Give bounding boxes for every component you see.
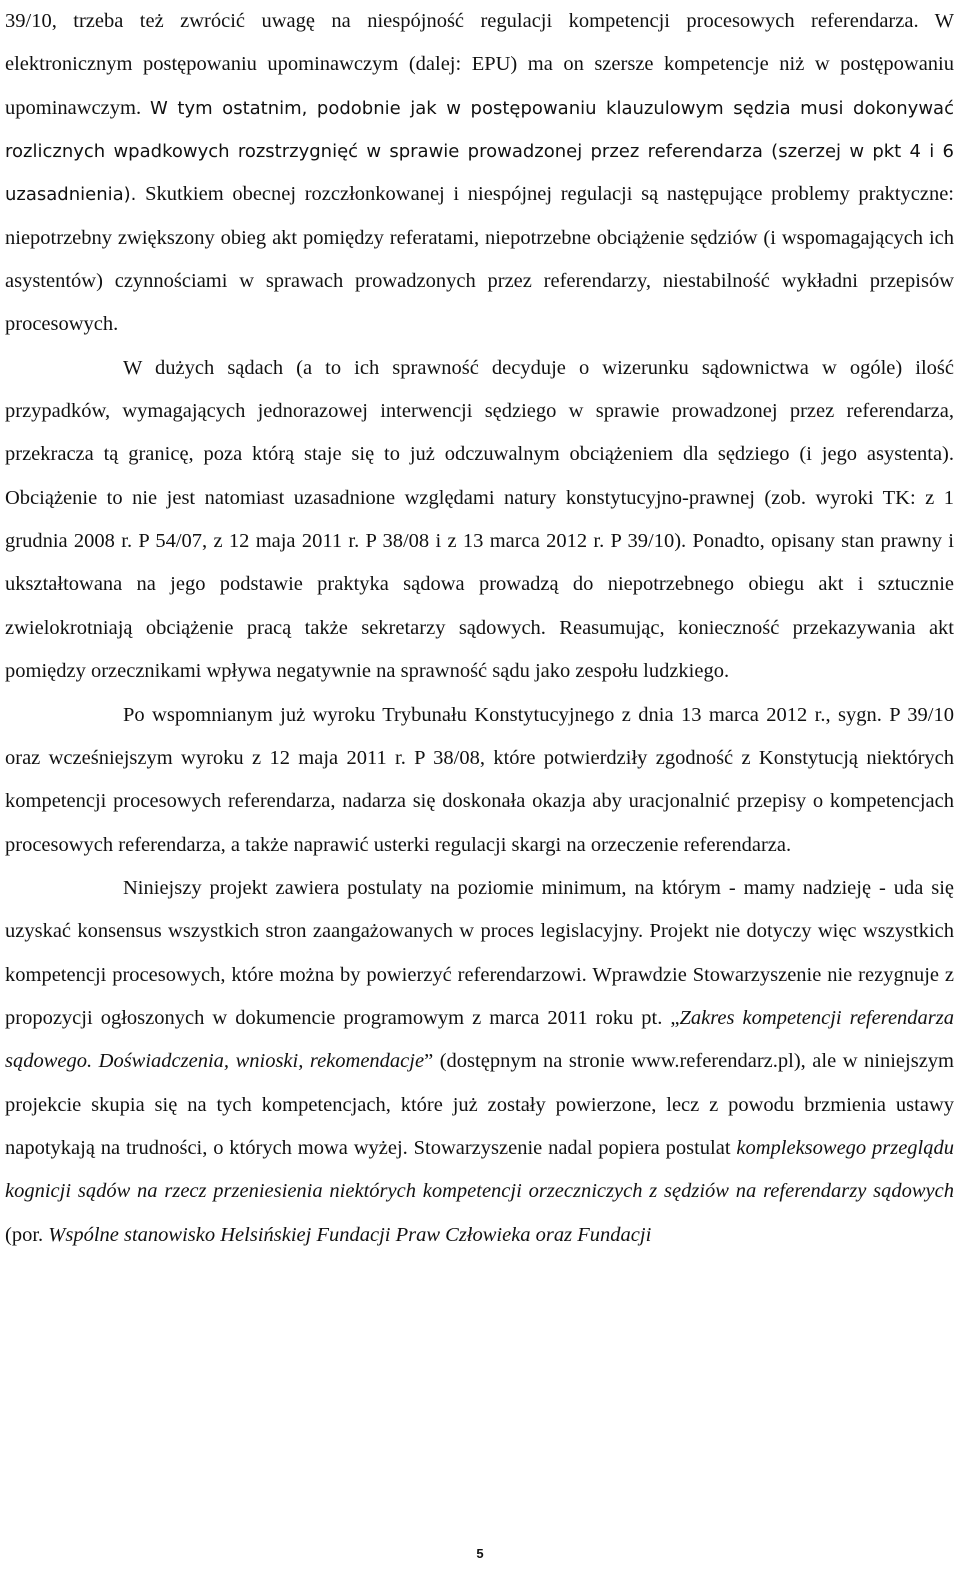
- paragraph-4-segment-3: ” (dostępnym na stronie www.referendarz.pl), ale w niniejszym projekcie skupia się na tych kompetencjach, które już zostały powierzone, lecz z powodu brzmienia ustawy napotykają na trudności, o których mowa wyżej. Stowarzyszenie nadal popiera postulat: [5, 1050, 955, 1159]
- paragraph-4-segment-5: (por.: [5, 1223, 49, 1246]
- paragraph-4-reference-italic: Wspólne stanowisko Helsińskiej Fundacji Praw Człowieka oraz Fundacji: [48, 1223, 652, 1246]
- document-body: [5, 0, 954, 1257]
- paragraph-1-segment-3: Skutkiem obecnej rozczłonkowanej i niespójnej regulacji są następujące problemy praktyczne: niepotrzebny zwiększony obieg akt pomiędzy referatami, niepotrzebne obciążenie sędziów (i wspomagających ich asystentów) czynnościami w sprawach prowadzonych przez referendarzy, niestabilność wykładni przepisów procesowych.: [5, 183, 954, 336]
- paragraph-4-document-title-italic: Zakres kompetencji referendarza sądowego. Doświadczenia, wnioski, rekomendacje: [5, 1006, 954, 1073]
- paragraph-3-segment-1: Po wspomnianym już wyroku Trybunału Konstytucyjnego z dnia 13 marca 2012 r., sygn. P 39/10 oraz wcześniejszym wyroku z 12 maja 2011 r. P 38/08, które potwierdziły zgodność z Konstytucją niektórych kompetencji procesowych referendarza, nadarza się doskonała okazja aby uracjonalnić przepisy o kompetencjach procesowych referendarza, a także naprawić usterki regulacji skargi na orzeczenie referendarza.: [5, 703, 954, 856]
- paragraph-4: [5, 867, 954, 1257]
- paragraph-4-segment-1: Niniejszy projekt zawiera postulaty na poziomie minimum, na którym - mamy nadzieję - uda się uzyskać konsensus wszystkich stron zaangażowanych w proces legislacyjny. Projekt nie dotyczy więc wszystkich kompetencji procesowych, które można by powierzyć referendarzowi. Wprawdzie Stowarzyszenie nie rezygnuje z propozycji ogłoszonych w dokumencie programowym z marca 2011 roku pt. „: [5, 876, 954, 1029]
- paragraph-1: [5, 0, 954, 347]
- paragraph-2: [5, 347, 954, 694]
- page-number: 5: [476, 1546, 484, 1561]
- paragraph-3: [5, 694, 954, 867]
- paragraph-1-segment-1: 39/10, trzeba też zwrócić uwagę na niespójność regulacji kompetencji procesowych referendarza. W elektronicznym postępowaniu upominawczym (dalej: EPU) ma on szersze kompetencje niż w postępowaniu upominawczym.: [5, 10, 954, 119]
- paragraph-4-postulate-italic: kompleksowego przeglądu kognicji sądów na rzecz przeniesienia niektórych kompetencji orzeczniczych z sędziów na referendarzy sądowych: [5, 1136, 955, 1203]
- paragraph-2-segment-1: W dużych sądach (a to ich sprawność decyduje o wizerunku sądownictwa w ogóle) ilość przypadków, wymagających jednorazowej interwencji sędziego w sprawie prowadzonej przez referendarza, przekracza tą granicę, poza którą staje się to już odczuwalnym obciążeniem dla sędziego (i jego asystenta). Obciążenie to nie jest natomiast uzasadnione względami natury konstytucyjno-prawnej (zob. wyroki TK: z 1 grudnia 2008 r. P 54/07, z 12 maja 2011 r. P 38/08 i z 13 marca 2012 r. P 39/10). Ponadto, opisany stan prawny i ukształtowana na jego podstawie praktyka sądowa prowadzą do niepotrzebnego obiegu akt i sztucznie zwielokrotniają obciążenie pracą także sekretarzy sądowych. Reasumując, konieczność przekazywania akt pomiędzy orzecznikami wpływa negatywnie na sprawność sądu jako zespołu ludzkiego.: [5, 356, 954, 683]
- paragraph-1-segment-2: W tym ostatnim, podobnie jak w postępowaniu klauzulowym sędzia musi dokonywać rozlicznych wpadkowych rozstrzygnięć w sprawie prowadzonej przez referendarza (szerzej w pkt 4 i 6 uzasadnienia).: [5, 97, 954, 206]
